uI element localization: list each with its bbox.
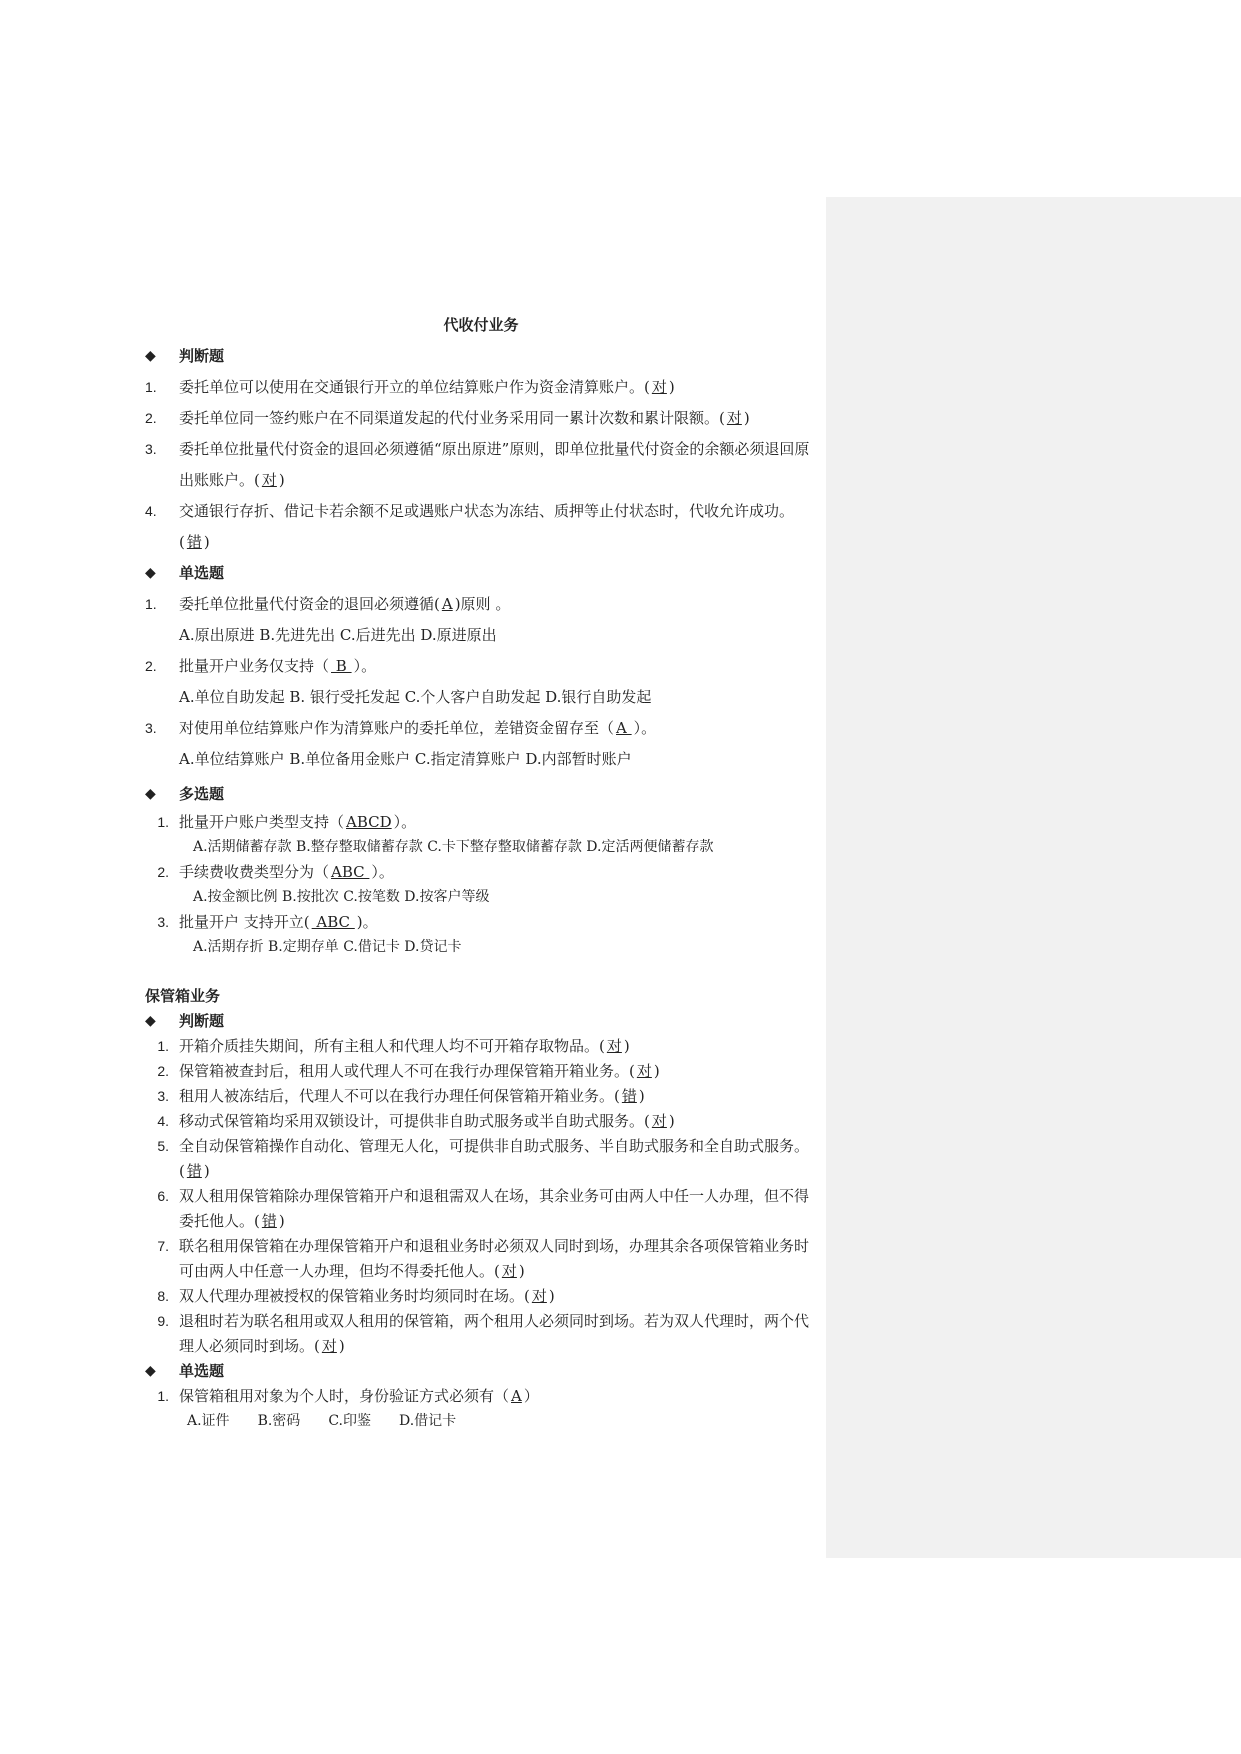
question-number: 3.: [145, 441, 157, 457]
question-end: ）。: [353, 657, 377, 675]
question-end: ): [278, 471, 285, 489]
category-judge: ◆ 判断题: [145, 1009, 817, 1034]
question-text: [179, 1384, 817, 1409]
answer-mark: B: [331, 657, 352, 675]
question-item: [145, 589, 817, 620]
diamond-bullet-icon: ◆: [145, 786, 156, 802]
question-stem: 委托单位同一签约账户在不同渠道发起的代付业务采用同一累计次数和累计限额。(: [179, 409, 725, 427]
question-text: [179, 1034, 817, 1059]
question-end: ): [623, 1037, 630, 1055]
question-item: [145, 713, 817, 744]
question-text: [179, 372, 817, 403]
question-end: ): [668, 1112, 675, 1130]
answer-options: A.按金额比例 B.按批次 C.按笔数 D.按客户等级: [193, 889, 490, 905]
question-end: ）。: [371, 863, 394, 881]
answer-mark: 对: [531, 1287, 547, 1305]
question-text: [179, 1234, 817, 1284]
answer-options: A.原出原进 B.先进先出 C.后进先出 D.原进原出: [179, 626, 497, 644]
answer-mark: ABCD: [346, 813, 392, 831]
question-item: [145, 1309, 817, 1359]
answer-options: A.单位自助发起 B. 银行受托发起 C.个人客户自助发起 D.银行自助发起: [179, 688, 652, 706]
question-text: [179, 713, 817, 744]
question-end: ）。: [633, 719, 657, 737]
answer-option: C.印鉴: [328, 1413, 371, 1429]
answer-option: D.借记卡: [398, 1413, 457, 1429]
answer-mark: 对: [651, 378, 667, 396]
answer-mark: 对: [636, 1062, 652, 1080]
answer-mark: A: [511, 1387, 522, 1405]
question-item: [145, 1184, 817, 1234]
question-number: 3.: [157, 914, 169, 930]
question-item: [145, 1134, 817, 1184]
question-end: ): [203, 533, 210, 551]
diamond-bullet-icon: ◆: [145, 1363, 156, 1379]
answer-mark: 错: [261, 1212, 277, 1230]
answer-mark: 对: [321, 1337, 337, 1355]
question-item: [145, 860, 817, 885]
question-stem: 保管箱被查封后，租用人或代理人不可在我行办理保管箱开箱业务。(: [179, 1062, 635, 1080]
section-safe-deposit: [145, 984, 817, 1434]
answer-options: A.单位结算账户 B.单位备用金账户 C.指定清算账户 D.内部暂时账户: [179, 750, 632, 768]
diamond-bullet-icon: ◆: [145, 348, 156, 364]
question-text: [179, 1309, 817, 1359]
answer-mark: 对: [651, 1112, 667, 1130]
answer-mark: 对: [261, 471, 277, 489]
question-text: [179, 496, 817, 558]
question-number: 3.: [157, 1088, 169, 1104]
question-stem: 全自动保管箱操作自动化、管理无人化，可提供非自助式服务、半自助式服务和全自助式服务。(: [179, 1137, 810, 1180]
question-text: [179, 1284, 817, 1309]
question-item: [145, 496, 817, 558]
question-end: ): [638, 1087, 645, 1105]
question-stem: 双人代理办理被授权的保管箱业务时均须同时在场。(: [179, 1287, 530, 1305]
single-choice-list: [145, 589, 817, 775]
question-stem: 批量开户业务仅支持（: [179, 657, 330, 675]
question-stem: 租用人被冻结后，代理人不可以在我行办理任何保管箱开箱业务。(: [179, 1087, 620, 1105]
question-stem: 批量开户账户类型支持（: [179, 813, 345, 831]
question-text: [179, 434, 817, 496]
question-stem: 移动式保管箱均采用双锁设计，可提供非自助式服务或半自助式服务。(: [179, 1112, 650, 1130]
question-number: 8.: [157, 1288, 169, 1304]
question-number: 2.: [157, 1063, 169, 1079]
answer-option: A.证件: [187, 1413, 230, 1429]
question-item: [145, 1034, 817, 1059]
question-item: [145, 403, 817, 434]
question-end: ): [668, 378, 675, 396]
question-number: 2.: [157, 864, 169, 880]
question-number: 5.: [157, 1138, 169, 1154]
question-end: ): [518, 1262, 525, 1280]
question-stem: 退租时若为联名租用或双人租用的保管箱，两个租用人必须同时到场。若为双人代理时，两个代理人必须同时到场。(: [179, 1312, 810, 1355]
answer-options: A.活期存折 B.定期存单 C.借记卡 D.贷记卡: [193, 939, 462, 955]
question-stem: 交通银行存折、借记卡若余额不足或遇账户状态为冻结、质押等止付状态时，代收允许成功。(: [179, 502, 795, 551]
question-number: 2.: [145, 658, 157, 674]
category-single: ◆ 单选题: [145, 1359, 817, 1384]
answer-options: A.活期储蓄存款 B.整存整取储蓄存款 C.卡下整存整取储蓄存款 D.定活两便储蓄存款: [193, 839, 714, 855]
question-end: ): [653, 1062, 660, 1080]
answer-mark: 对: [501, 1262, 517, 1280]
question-item: [145, 372, 817, 403]
multi-choice-list: [145, 810, 817, 960]
question-number: 6.: [157, 1188, 169, 1204]
question-end: ）: [523, 1387, 539, 1405]
question-item: [145, 1284, 817, 1309]
question-stem: 委托单位批量代付资金的退回必须遵循“原出原进”原则，即单位批量代付资金的余额必须退回原出账账户。(: [179, 440, 810, 489]
category-multi: ◆ 多选题: [145, 779, 817, 810]
question-item: [145, 910, 817, 935]
question-number: 4.: [157, 1113, 169, 1129]
question-stem: 委托单位批量代付资金的退回必须遵循(: [179, 595, 440, 613]
question-number: 1.: [145, 596, 157, 612]
question-end: )。: [356, 913, 378, 931]
question-end: ): [548, 1287, 555, 1305]
question-text: [179, 1134, 817, 1184]
diamond-bullet-icon: ◆: [145, 1013, 156, 1029]
comment-sidebar: [826, 197, 1241, 1558]
answer-options: [145, 1409, 817, 1434]
question-end: ): [203, 1162, 210, 1180]
question-text: [179, 1059, 817, 1084]
question-number: 2.: [145, 410, 157, 426]
question-number: 9.: [157, 1313, 169, 1329]
question-text: [179, 810, 817, 835]
question-stem: 开箱介质挂失期间，所有主租人和代理人均不可开箱存取物品。(: [179, 1037, 605, 1055]
question-number: 1.: [157, 1388, 169, 1404]
answer-mark: A: [616, 719, 632, 737]
question-item: [145, 810, 817, 835]
question-end: ): [338, 1337, 345, 1355]
answer-mark: 对: [606, 1037, 622, 1055]
answer-mark: ABC: [331, 863, 370, 881]
answer-mark: 错: [621, 1087, 637, 1105]
question-text: [179, 860, 817, 885]
question-text: [179, 1109, 817, 1134]
question-text: [179, 403, 817, 434]
question-number: 3.: [145, 720, 157, 736]
question-end: ）。: [393, 813, 417, 831]
question-item: [145, 651, 817, 682]
diamond-bullet-icon: ◆: [145, 565, 156, 581]
question-number: 1.: [157, 1038, 169, 1054]
question-stem: 联名租用保管箱在办理保管箱开户和退租业务时必须双人同时到场，办理其余各项保管箱业务时可由两人中任意一人办理，但均不得委托他人。(: [179, 1237, 810, 1280]
question-item: [145, 1384, 817, 1409]
section-heading: 保管箱业务: [145, 987, 221, 1005]
answer-mark: A: [441, 595, 453, 613]
question-number: 1.: [145, 379, 157, 395]
judge-list: [145, 372, 817, 558]
question-item: [145, 1234, 817, 1284]
section-multi: [145, 779, 817, 960]
question-text: [179, 910, 817, 935]
question-item: [145, 1109, 817, 1134]
judge-list: [145, 1034, 817, 1359]
question-text: [179, 651, 817, 682]
answer-mark: ABC: [311, 913, 355, 931]
question-end: ): [278, 1212, 285, 1230]
question-end: )原则 。: [454, 595, 511, 613]
question-text: [179, 589, 817, 620]
single-choice-list: [145, 1384, 817, 1434]
question-stem: 对使用单位结算账户作为清算账户的委托单位，差错资金留存至（: [179, 719, 615, 737]
section-collection-payment: [145, 341, 817, 775]
answer-mark: 错: [186, 533, 202, 551]
question-item: [145, 434, 817, 496]
question-item: [145, 1059, 817, 1084]
question-stem: 批量开户 支持开立(: [179, 913, 310, 931]
answer-mark: 错: [186, 1162, 202, 1180]
question-stem: 保管箱租用对象为个人时，身份验证方式必须有（: [179, 1387, 510, 1405]
question-stem: 手续费收费类型分为（: [179, 863, 330, 881]
question-stem: 双人租用保管箱除办理保管箱开户和退租需双人在场，其余业务可由两人中任一人办理，但不得委托他人。(: [179, 1187, 810, 1230]
category-judge: ◆ 判断题: [145, 341, 817, 372]
question-number: 4.: [145, 503, 157, 519]
question-text: [179, 1184, 817, 1234]
question-text: [179, 1084, 817, 1109]
question-number: 1.: [157, 814, 169, 830]
question-stem: 委托单位可以使用在交通银行开立的单位结算账户作为资金清算账户。(: [179, 378, 650, 396]
answer-option: B.密码: [257, 1413, 301, 1429]
document-page: [145, 310, 817, 1434]
category-single: ◆ 单选题: [145, 558, 817, 589]
question-end: ): [743, 409, 750, 427]
question-item: [145, 1084, 817, 1109]
answer-mark: 对: [726, 409, 742, 427]
question-number: 7.: [157, 1238, 169, 1254]
page-title: 代收付业务: [443, 316, 519, 334]
